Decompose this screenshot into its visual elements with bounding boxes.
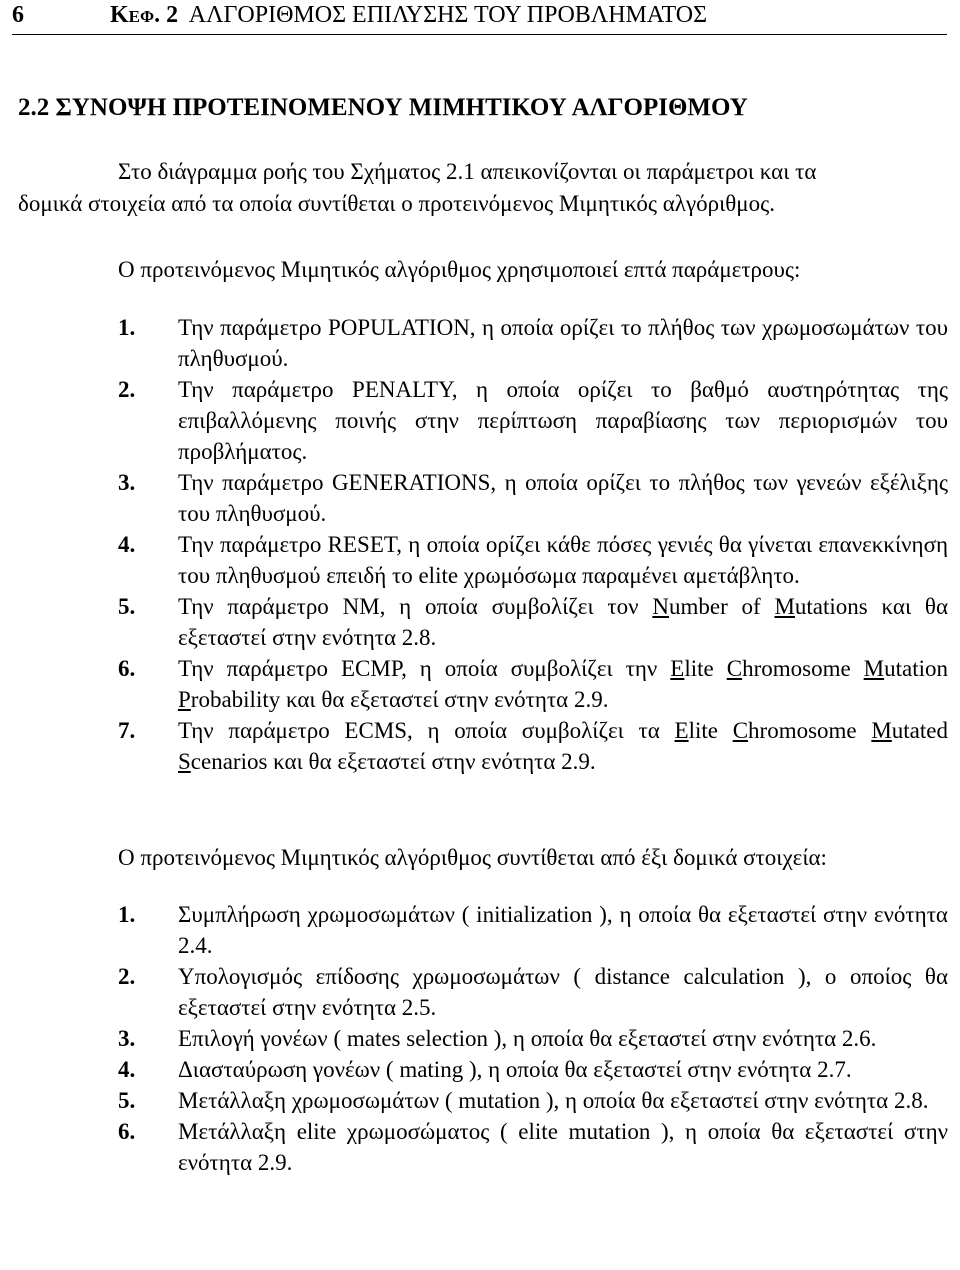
parameters-intro: Ο προτεινόμενος Μιμητικός αλγόριθμος χρησιμοποιεί επτά παράμετρους: <box>118 257 801 282</box>
item-text: Την παράμετρο ECMP, η οποία συμβολίζει την Elite Chromosome Mutation Probability και θα εξεταστεί στην ενότητα 2.9. <box>178 656 948 712</box>
item-text: Συμπλήρωση χρωμοσωμάτων ( initialization ), η οποία θα εξεταστεί στην ενότητα 2.4. <box>178 902 948 958</box>
item-text: Την παράμετρο NM, η οποία συμβολίζει τον Number of Mutations και θα εξεταστεί στην ενότητα 2.8. <box>178 594 948 650</box>
list-item <box>118 374 948 467</box>
chapter-prefix: Κεφ. 2 <box>110 2 179 28</box>
item-number: 5. <box>118 1088 136 1113</box>
item-number: 7. <box>118 718 136 743</box>
item-number: 4. <box>118 1057 136 1082</box>
page-header <box>0 0 960 34</box>
item-text: Επιλογή γονέων ( mates selection ), η οποία θα εξεταστεί στην ενότητα 2.6. <box>178 1026 877 1051</box>
item-number: 1. <box>118 902 136 927</box>
item-number: 6. <box>118 1119 136 1144</box>
item-number: 3. <box>118 1026 136 1051</box>
parameters-list <box>118 312 948 777</box>
elements-intro: Ο προτεινόμενος Μιμητικός αλγόριθμος συντίθεται από έξι δομικά στοιχεία: <box>118 845 827 870</box>
item-text: Μετάλλαξη χρωμοσωμάτων ( mutation ), η οποία θα εξεταστεί στην ενότητα 2.8. <box>178 1088 929 1113</box>
list-item <box>118 529 948 591</box>
item-text: Την παράμετρο RESET, η οποία ορίζει κάθε πόσες γενιές θα γίνεται επανεκκίνηση του πληθυσμού επειδή το elite χρωμόσωμα παραμένει αμετάβλητο. <box>178 532 948 588</box>
item-number: 2. <box>118 964 136 989</box>
item-text: Μετάλλαξη elite χρωμοσώματος ( elite mutation ), η οποία θα εξεταστεί στην ενότητα 2.9. <box>178 1119 948 1175</box>
item-text: Διασταύρωση γονέων ( mating ), η οποία θα εξεταστεί στην ενότητα 2.7. <box>178 1057 852 1082</box>
elements-list <box>118 899 948 1178</box>
running-header <box>110 2 707 29</box>
header-rule <box>12 34 947 35</box>
list-item <box>118 1085 948 1116</box>
list-item <box>118 961 948 1023</box>
intro-line-2: δομικά στοιχεία από τα οποία συντίθεται ο προτεινόμενος Μιμητικός αλγόριθμος. <box>18 191 775 216</box>
item-number: 3. <box>118 470 136 495</box>
item-number: 4. <box>118 532 136 557</box>
intro-line-1: Στο διάγραμμα ροής του Σχήματος 2.1 απεικονίζονται οι παράμετροι και τα <box>118 159 817 184</box>
item-number: 1. <box>118 315 136 340</box>
list-item <box>118 715 948 777</box>
list-item <box>118 1054 948 1085</box>
list-item <box>118 312 948 374</box>
item-text: Την παράμετρο GENERATIONS, η οποία ορίζει το πλήθος των γενεών εξέλιξης του πληθυσμού. <box>178 470 948 526</box>
list-item <box>118 591 948 653</box>
list-item <box>118 899 948 961</box>
list-item <box>118 1116 948 1178</box>
section-title: 2.2 ΣΥΝΟΨΗ ΠΡΟΤΕΙΝΟΜΕΝΟΥ ΜΙΜΗΤΙΚΟΥ ΑΛΓΟΡΙΘΜΟΥ <box>18 94 748 121</box>
item-text: Υπολογισμός επίδοσης χρωμοσωμάτων ( distance calculation ), ο οποίος θα εξεταστεί στην ενότητα 2.5. <box>178 964 948 1020</box>
page-number: 6 <box>12 2 24 28</box>
item-number: 6. <box>118 656 136 681</box>
chapter-title: ΑΛΓΟΡΙΘΜΟΣ ΕΠΙΛΥΣΗΣ ΤΟΥ ΠΡΟΒΛΗΜΑΤΟΣ <box>188 2 708 28</box>
item-text: Την παράμετρο ECMS, η οποία συμβολίζει τα Elite Chromosome Mutated Scenarios και θα εξεταστεί στην ενότητα 2.9. <box>178 718 948 774</box>
item-text: Την παράμετρο POPULATION, η οποία ορίζει το πλήθος των χρωμοσωμάτων του πληθυσμού. <box>178 315 948 371</box>
item-number: 5. <box>118 594 136 619</box>
list-item <box>118 653 948 715</box>
item-text: Την παράμετρο PENALTY, η οποία ορίζει το βαθμό αυστηρότητας της επιβαλλόμενης ποινής στην περίπτωση παραβίασης των περιορισμών του προβλήματος. <box>178 377 948 464</box>
item-number: 2. <box>118 377 136 402</box>
list-item <box>118 467 948 529</box>
list-item <box>118 1023 948 1054</box>
